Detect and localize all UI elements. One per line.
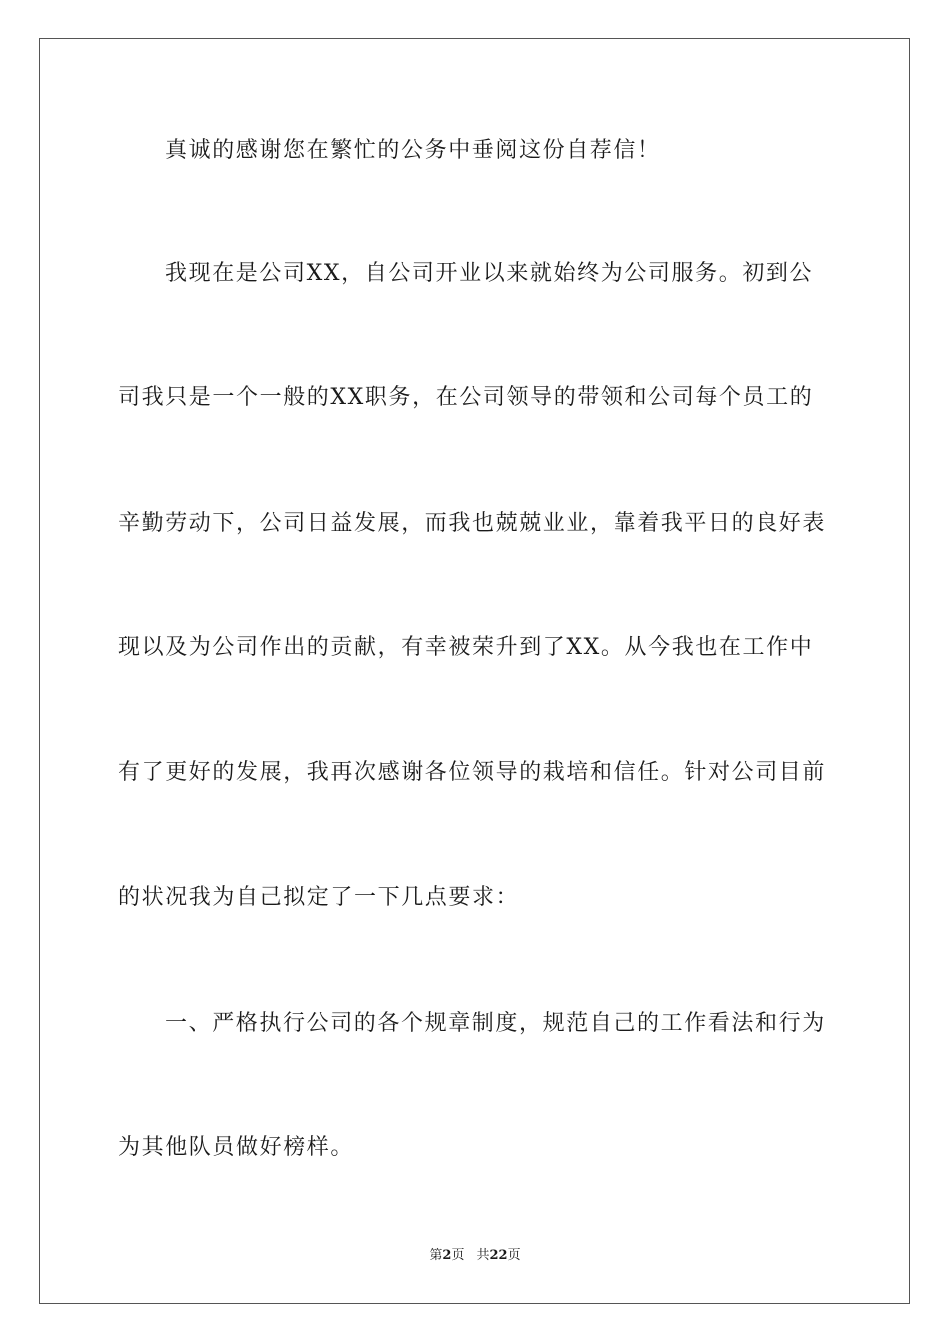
page-border — [39, 38, 910, 1304]
total-suffix: 页 — [507, 1248, 521, 1263]
total-pages: 22 — [489, 1248, 508, 1263]
paragraph-line-6: 有了更好的发展，我再次感谢各位领导的栽培和信任。针对公司目前 — [118, 760, 827, 785]
page-footer — [0, 1247, 950, 1265]
page-number: 2 — [442, 1248, 452, 1263]
paragraph-line-5: 现以及为公司作出的贡献，有幸被荣升到了XX。从今我也在工作中 — [118, 635, 814, 660]
paragraph-line-1: 真诚的感谢您在繁忙的公务中垂阅这份自荐信！ — [165, 138, 661, 163]
paragraph-line-7: 的状况我为自己拟定了一下几点要求： — [118, 885, 520, 910]
page-suffix: 页 — [451, 1248, 465, 1263]
paragraph-line-4: 辛勤劳动下，公司日益发展，而我也兢兢业业，靠着我平日的良好表 — [118, 511, 827, 536]
paragraph-line-8: 一、严格执行公司的各个规章制度，规范自己的工作看法和行为 — [165, 1011, 826, 1036]
paragraph-line-3: 司我只是一个一般的XX职务，在公司领导的带领和公司每个员工的 — [118, 385, 814, 410]
paragraph-line-2: 我现在是公司XX，自公司开业以来就始终为公司服务。初到公 — [165, 261, 814, 286]
page-prefix: 第 — [429, 1248, 443, 1263]
paragraph-line-9: 为其他队员做好榜样。 — [118, 1135, 355, 1160]
total-prefix: 共 — [476, 1248, 490, 1263]
